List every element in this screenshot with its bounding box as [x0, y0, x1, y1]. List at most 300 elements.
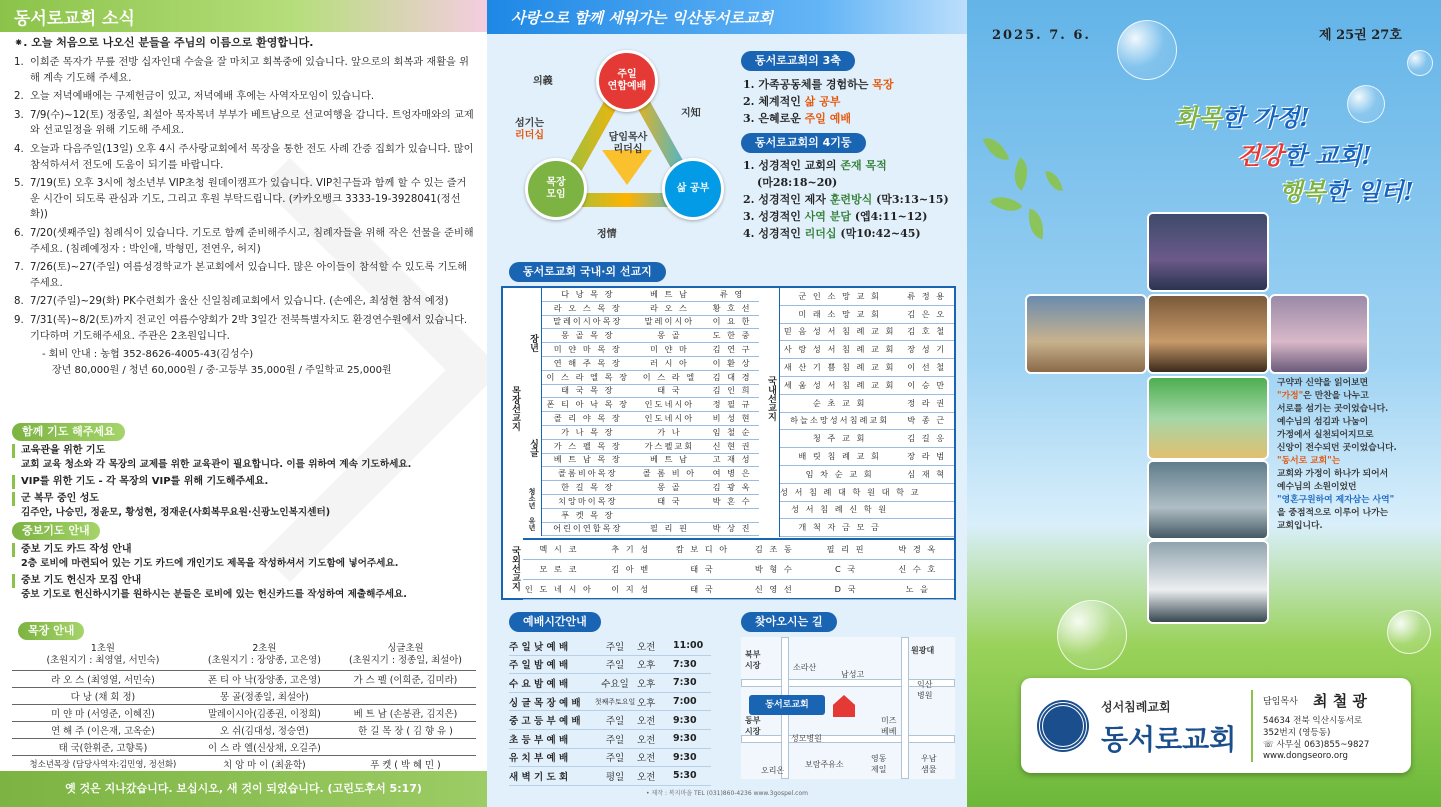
mokjang-cell: 몽 골(정종일, 최설아) — [194, 687, 335, 704]
chowon-leaders: (초원지기 : 최영열, 서민숙) — [46, 654, 160, 666]
mission-cell: 하늘소망성서침례교회 — [790, 415, 890, 426]
church-name: 동서로교회 — [1101, 723, 1237, 756]
chowon-name: 1초원 — [90, 642, 115, 654]
mission-cell: 박 종 근 — [907, 415, 947, 426]
mission-cell: 몽 골 — [657, 482, 682, 493]
map-youngdeung: 영동 제일 — [871, 754, 887, 774]
mission-cell: 캄 보 디 아 — [675, 544, 730, 554]
church-building-icon — [833, 695, 855, 717]
mokjang-cell: 이 스 라 엘(신상채, 오길주) — [194, 738, 335, 755]
mission-cell: 이 환 상 — [712, 357, 752, 368]
prayer-heading: 중보 기도 카드 작성 안내 — [12, 543, 474, 557]
church-logo — [1039, 702, 1087, 750]
mission-row — [542, 357, 759, 371]
mission-cell: 김 길 응 — [907, 433, 947, 444]
church-description: 구약과 신약을 읽어보면 "가정"은 만찬을 나누고 서로를 섬기는 곳이었습니다. 예수님의 섬김과 나눔이 가정에서 실천되어지므로 신앙이 전수되던 곳이었습니다. "동서로 교회"는 교회와 가정이 하나가 되어서 예수님의 소원이었던 "영혼구원하여 제자삼는 사역" 을 중점적으로 이루어 나가는 교회입니다. — [1277, 378, 1397, 531]
worship-cell: 9:30 — [673, 714, 697, 726]
mission-cell: 태 국 — [690, 584, 715, 594]
worship-cell: 9:30 — [673, 751, 697, 763]
notice-text: 이희준 목자가 무릎 전방 십자인대 수술을 잘 마치고 회복중에 있습니다. 앞으로의 회복과 재활을 위해 계속 기도해 주세요. — [30, 57, 469, 84]
mokjang-row — [12, 704, 476, 721]
missions-right-col — [779, 288, 954, 537]
slogan-line-1: 화목한 가정! — [1175, 103, 1310, 132]
diagram-label-bottom: 정情 — [597, 229, 617, 240]
three-axes-list — [743, 76, 894, 127]
mokjang-cell: 미 얀 마 (서영준, 이혜진) — [12, 704, 194, 721]
map-sorasan: 소라산 — [793, 663, 817, 672]
worship-row — [509, 637, 711, 656]
map-orion: 오리온 — [761, 766, 785, 775]
worship-row — [509, 693, 711, 712]
mission-cell: 인도네시아 — [644, 413, 695, 424]
mission-cell: 장 성 기 — [907, 344, 947, 355]
photo-youth — [1269, 294, 1369, 374]
map-namsung: 남성고 — [841, 670, 865, 679]
mission-cell: 치앙마이목장 — [558, 495, 618, 506]
notice-number: 7. — [14, 262, 24, 274]
mokjang-cell: 폰 티 아 낙(장양종, 고은영) — [194, 670, 335, 687]
vision-header-bar — [487, 0, 967, 34]
mission-row — [542, 509, 759, 523]
notice-item — [14, 55, 476, 86]
chowon-name: 2초원 — [252, 642, 277, 654]
leaf-decoration — [1025, 209, 1048, 240]
address-line-1: 54634 전북 익산시동서로 — [1263, 716, 1363, 726]
worship-cell: 수 요 밤 예 배 — [509, 678, 569, 690]
mission-row — [523, 580, 954, 600]
notice-text: 7/9(수)~12(토) 정종일, 최설아 목자목녀 부부가 베트남으로 선교여행을 갑니다. 트엉자매와의 교제와 선교일정을 위해 기도해 주세요. — [30, 109, 474, 137]
mission-cell: 김 호 철 — [907, 326, 947, 337]
bubble-decoration — [1347, 85, 1385, 123]
notice-item — [14, 226, 476, 257]
map-woonam: 우남 샘물 — [921, 754, 937, 774]
mission-cell: 박 경 옥 — [898, 544, 938, 554]
pillar-item: 3. 성경적인 사역 분담 (엡4:11~12) — [743, 210, 928, 223]
diagram-center-label: 담임목사 리더십 — [608, 132, 648, 155]
notice-number: 8. — [14, 296, 24, 308]
mission-row — [542, 495, 759, 509]
mission-cell: 태 국 목 장 — [561, 385, 615, 396]
worship-cell: 오후 — [637, 678, 656, 690]
mission-cell: 미 얀 마 목 장 — [553, 344, 622, 355]
group-youth-label: 청소년 — [528, 487, 536, 509]
worship-row — [509, 656, 711, 675]
four-pillars-title: 동서로교회의 4기둥 — [741, 133, 866, 153]
map-miz-bebe: 미즈 베베 — [881, 716, 897, 736]
mission-cell: 신 수 호 — [898, 564, 938, 574]
notice-item — [14, 294, 476, 310]
mokjang-header-cell — [194, 640, 335, 670]
worship-cell: 주일 — [605, 716, 625, 728]
mokjang-cell: 태 국(한휘준, 고향록) — [12, 738, 194, 755]
notice-text: 7/20(셋째주일) 침례식이 있습니다. 기도로 함께 준비해주시고, 침례자들을 위해 작은 선물을 준비해주세요. (침례예정자 : 박인애, 박형민, 전연우, 허지) — [30, 227, 474, 255]
mission-row — [542, 412, 759, 426]
mission-cell: 필 리 핀 — [826, 544, 866, 554]
mokjang-header-cell — [335, 640, 476, 670]
mission-cell: 임 차 순 교 회 — [805, 468, 874, 479]
map-road-h2 — [741, 735, 955, 743]
worship-title: 예배시간안내 — [509, 612, 601, 632]
mission-cell: 비 성 현 — [712, 413, 752, 424]
map-road-v2 — [901, 637, 909, 779]
notice-sub-fee-amounts: 장년 80,000원 / 청년 60,000원 / 중·고등부 35,000원 / 주일학교 25,000원 — [52, 364, 392, 376]
mission-cell: 박 혼 수 — [712, 495, 752, 506]
worship-cell: 새 벽 기 도 회 — [509, 771, 569, 783]
notice-number: 2. — [14, 91, 24, 103]
notice-number: 5. — [14, 178, 24, 190]
worship-cell: 7:30 — [673, 658, 697, 670]
mokjang-row — [12, 738, 476, 755]
mokjang-cell: 푸 켓 ( 박 혜 민 ) — [335, 755, 476, 772]
notice-item — [14, 313, 476, 344]
mission-row — [542, 302, 759, 316]
mission-cell: 이 스 라 엘 목 장 — [546, 371, 630, 382]
mokjang-table — [12, 640, 476, 773]
mokjang-row — [12, 670, 476, 687]
mission-row — [542, 440, 759, 454]
mission-cell: 김 광 옥 — [712, 482, 752, 493]
mission-cell: 이 선 철 — [907, 362, 947, 373]
group-foreign-label: 국외선교지 — [510, 545, 520, 591]
worship-cell: 싱 글 목 장 예 배 — [509, 697, 581, 709]
group-mokjang-label: 목장선교지 — [510, 385, 520, 431]
mission-row — [542, 343, 759, 357]
prayer-body: 2층 로비에 마련되어 있는 기도 카드에 개인기도 제목을 작성하셔서 기도함에 넣어주세요. — [21, 558, 399, 569]
missions-table — [501, 286, 956, 600]
mokjang-row — [12, 687, 476, 704]
mission-cell: 러 시 아 — [649, 357, 689, 368]
worship-cell: 오전 — [637, 771, 656, 783]
photo-family — [1147, 540, 1269, 624]
mission-row — [542, 481, 759, 495]
mission-row — [780, 466, 954, 484]
slogan-line-2: 건강한 교회! — [1237, 141, 1372, 170]
mission-row — [780, 413, 954, 431]
mokjang-cell: 한 길 목 장 ( 김 향 유 ) — [335, 721, 476, 738]
mission-cell: 가스펠교회 — [644, 440, 695, 451]
worship-row — [509, 711, 711, 730]
card-divider — [1251, 690, 1253, 762]
scripture-footer: 옛 것은 지나갔습니다. 보십시오, 새 것이 되었습니다. (고린도후서 5:17) — [0, 771, 487, 807]
mokjang-cell — [335, 687, 476, 704]
mission-cell: 한 길 목 장 — [561, 482, 615, 493]
group-child-label: 유년 — [528, 517, 536, 531]
mission-cell: 필 리 핀 — [649, 523, 689, 534]
worship-cell: 주일 — [605, 753, 625, 765]
axis-item: 2. 체계적인 삶 공부 — [743, 95, 841, 108]
mission-row — [780, 324, 954, 342]
axis-item: 1. 가족공동체를 경험하는 목장 — [743, 78, 894, 91]
mission-cell: 태 국 — [690, 564, 715, 574]
worship-cell: 오전 — [637, 716, 656, 728]
mission-cell: 콜롬비아목장 — [558, 468, 618, 479]
mission-cell: 베 트 남 — [649, 288, 689, 299]
mission-cell: 김 조 동 — [754, 544, 794, 554]
intercession-list — [12, 543, 474, 605]
worship-cell: 오전 — [637, 641, 656, 653]
mission-cell: 군 인 소 망 교 회 — [798, 290, 881, 301]
mission-cell: 베 트 남 목 장 — [553, 454, 622, 465]
photo-children-group — [1147, 376, 1269, 460]
mission-row — [780, 448, 954, 466]
mission-row — [780, 430, 954, 448]
mission-cell: 배 릿 침 례 교 회 — [798, 451, 881, 462]
news-panel — [0, 0, 487, 807]
map-east-market: 동부 시장 — [745, 716, 761, 736]
mission-row — [780, 502, 954, 520]
worship-cell: 주일 — [605, 660, 625, 672]
mokjang-row — [12, 755, 476, 772]
map-iksan-hospital: 익산 병원 — [917, 680, 933, 700]
pillar-item: 2. 성경적인 제자 훈련방식 (막3:13~15) — [743, 193, 949, 206]
chowon-leaders: (초원지기 : 정종일, 최설아) — [348, 654, 462, 666]
church-denomination: 성서침례교회 — [1101, 700, 1171, 714]
map-sungmo-hospital: 성모병원 — [791, 734, 822, 743]
mission-cell: 푸 켓 목 장 — [561, 509, 615, 520]
mission-cell: 박 상 진 — [712, 523, 752, 534]
mission-cell: 김 연 구 — [712, 344, 752, 355]
mokjang-cell: 청소년목장 (담당사역자:김민영, 정선화) — [12, 755, 194, 772]
mission-cell: 연 해 주 목 장 — [553, 357, 622, 368]
worship-cell: 오후 — [637, 697, 656, 709]
worship-cell: 오후 — [637, 660, 656, 672]
issue-date: 2025. 7. 6. — [992, 28, 1091, 43]
worship-cell: 주 일 낮 예 배 — [509, 641, 569, 653]
mission-cell: 도 한 중 — [712, 330, 752, 341]
worship-cell: 11:00 — [673, 640, 704, 652]
bubble-decoration — [1117, 20, 1177, 80]
notice-text: 7/27(주일)~29(화) PK수련회가 울산 신일침례교회에서 있습니다. (손예은, 최성현 참석 예정) — [30, 296, 449, 308]
prayer-body: 교회 교육 청소와 각 목장의 교제를 위한 교육관이 필요합니다. 이를 위하여 계속 기도하세요. — [21, 459, 412, 470]
group-single-label: 싱글 — [528, 439, 538, 457]
mission-cell: 순 초 교 회 — [812, 397, 867, 408]
mission-cell: C 국 — [834, 564, 858, 574]
mission-cell: 추 기 성 — [611, 544, 651, 554]
mokjang-header-cell — [12, 640, 194, 670]
mission-cell: 새 산 기 쁨 침 례 교 회 — [783, 362, 896, 373]
map-wongwang: 원광대 — [911, 646, 935, 655]
church-info-card — [1021, 678, 1411, 773]
mission-cell: 성 서 침 례 신 학 원 — [791, 504, 889, 515]
prayer-body: 김주안, 나승민, 정윤모, 황성현, 정재운(사회복무요원·신광노인복지센터) — [21, 507, 331, 518]
mission-cell: 김 대 경 — [712, 371, 752, 382]
mission-cell: 가 스 펠 목 장 — [553, 440, 622, 451]
cover-panel — [967, 0, 1441, 807]
mission-cell: 사 랑 성 서 침 례 교 회 — [783, 344, 896, 355]
leaf-decoration — [1045, 169, 1063, 193]
notice-text: 오늘과 다음주일(13일) 오후 4시 주사랑교회에서 목장을 통한 전도 사례 간증 집회가 있습니다. 많이 참석하셔서 전도에 도움이 되기를 바랍니다. — [30, 143, 474, 171]
mission-cell: 성 서 침 례 대 학 원 대 학 교 — [780, 486, 921, 497]
mission-row — [780, 395, 954, 413]
issue-volume: 제 25권 27호 — [1319, 28, 1402, 43]
notice-item — [14, 260, 476, 291]
mission-row — [780, 484, 954, 502]
mission-cell: 말레이시아목장 — [553, 316, 623, 327]
notice-list — [14, 55, 476, 378]
mokjang-row — [12, 721, 476, 738]
worship-cell: 7:00 — [673, 696, 697, 708]
prayer-body: 중보 기도로 헌신하시기를 원하시는 분들은 로비에 있는 헌신카드를 작성하여 제출해주세요. — [21, 589, 407, 600]
mokjang-cell: 가 스 펠 (이희준, 김미라) — [335, 670, 476, 687]
mission-cell: 몽 골 목 장 — [561, 330, 615, 341]
mission-cell: 박 형 수 — [754, 564, 794, 574]
prayer-heading: 군 복무 중인 성도 — [12, 492, 474, 506]
worship-cell: 5:30 — [673, 770, 697, 782]
mission-cell: 김 은 오 — [907, 308, 947, 319]
pillar-item: (마28:18~20) — [757, 176, 838, 189]
notice-sub-fee-account: - 회비 안내 : 농협 352-8626-4005-43(김성수) — [42, 349, 254, 361]
mission-cell: 정 필 규 — [712, 399, 752, 410]
notice-text: 오늘 저녁예배에는 구제헌금이 있고, 저녁예배 후에는 사역자모임이 있습니다. — [30, 91, 375, 103]
mission-cell: 이 스 라 엘 — [642, 371, 697, 382]
mission-cell: 류 영 — [719, 288, 745, 299]
spacer — [12, 602, 474, 605]
prayer-heading: 중보 기도 헌신자 모집 안내 — [12, 574, 474, 588]
worship-cell: 초 등 부 예 배 — [509, 734, 569, 746]
worship-row — [509, 730, 711, 749]
diagram-label-left2: 리더십 — [515, 130, 544, 141]
mission-row — [780, 288, 954, 306]
website: www.dongseoro.org — [1263, 751, 1348, 761]
notice-item — [14, 142, 476, 173]
mission-row — [523, 560, 954, 580]
mission-cell: 청 주 교 회 — [812, 433, 867, 444]
notice-item — [14, 108, 476, 139]
worship-cell: 9:30 — [673, 733, 697, 745]
missions-title: 동서로교회 국내·외 선교지 — [509, 262, 666, 282]
mission-row — [780, 306, 954, 324]
mission-cell: 가 나 — [657, 426, 682, 437]
slogan-line-3: 행복한 일터! — [1279, 177, 1414, 206]
mission-cell: 노 을 — [905, 584, 931, 594]
notice-number: 3. — [14, 109, 24, 121]
axis-item: 3. 은혜로운 주일 예배 — [743, 112, 851, 125]
mokjang-header-row — [12, 640, 476, 670]
mission-cell: 베 트 남 — [649, 454, 689, 465]
mission-row — [542, 454, 759, 468]
group-adult-label: 장년 — [528, 334, 538, 352]
diagram-label-top: 의義 — [533, 76, 553, 87]
four-pillars-list — [743, 157, 949, 242]
mission-cell: 폰 티 아 낙 목 장 — [546, 399, 630, 410]
photo-worship-stage — [1147, 212, 1269, 292]
mokjang-cell: 말레이시아(김종권, 이정희) — [194, 704, 335, 721]
three-axes-title: 동서로교회의 3축 — [741, 51, 855, 71]
mission-cell: 라 오 스 목 장 — [553, 302, 622, 313]
mission-cell: 임 철 순 — [712, 426, 752, 437]
worship-cell: 평일 — [605, 771, 625, 783]
leaf-decoration — [983, 133, 1009, 165]
map-north-market: 북부 시장 — [745, 650, 761, 670]
notice-text: 7/19(토) 오후 3시에 청소년부 VIP초청 원데이캠프가 있습니다. VIP친구들과 함께 할 수 있는 즐거운 시간이 되도록 관심과 기도, 그리고 후원 부탁드립니다. (카카오뱅크 3333-19-3928041(정선화)) — [30, 178, 467, 221]
mission-cell: 김 아 벧 — [611, 564, 651, 574]
map-boram: 보람주유소 — [805, 760, 844, 769]
mission-cell: 말레이시아 — [644, 316, 695, 327]
mission-cell: 장 라 범 — [907, 451, 947, 462]
news-header-bar — [0, 0, 487, 32]
photo-fellowship — [1147, 460, 1269, 540]
worship-row — [509, 749, 711, 768]
bubble-decoration — [1387, 610, 1431, 654]
mokjang-cell: 다 낭 (채 회 정) — [12, 687, 194, 704]
location-map — [741, 637, 955, 779]
chowon-name: 싱글초원 — [387, 642, 424, 654]
mission-cell: 세 움 성 서 침 례 교 회 — [783, 379, 896, 390]
mission-cell: 라 오 스 — [649, 302, 689, 313]
mission-cell: 가 나 목 장 — [561, 426, 615, 437]
worship-cell: 오전 — [637, 753, 656, 765]
welcome-text: ⁕. 오늘 처음으로 나오신 분들을 주님의 이름으로 환영합니다. — [14, 36, 314, 49]
mission-cell: 콜 롬 비 아 — [642, 468, 697, 479]
mission-cell: 류 정 용 — [907, 290, 947, 301]
mission-row — [542, 467, 759, 481]
notice-item — [14, 176, 476, 223]
mission-cell: 태 국 — [657, 385, 682, 396]
mission-row — [542, 329, 759, 343]
mokjang-cell: 오 쉬(김대성, 정승연) — [194, 721, 335, 738]
photo-congregation — [1025, 294, 1147, 374]
mokjang-cell: 치 앙 마 이 (최윤학) — [194, 755, 335, 772]
phone-number: ☏ 사무실 063)855~9827 — [1263, 740, 1370, 750]
mission-row — [542, 523, 759, 537]
map-church-label: 동서로교회 — [749, 695, 825, 715]
mission-cell: 개 척 자 금 모 금 — [798, 522, 881, 533]
mission-row — [780, 359, 954, 377]
mokjang-cell: 베 트 남 (손봉관, 김지은) — [335, 704, 476, 721]
worship-row — [509, 674, 711, 693]
mokjang-tag: 목장 안내 — [18, 622, 84, 640]
mission-cell: 김 인 희 — [712, 385, 752, 396]
mission-cell: 모 로 코 — [539, 564, 579, 574]
mokjang-cell: 연 해 주 (이은재, 고옥순) — [12, 721, 194, 738]
notice-number: 4. — [14, 143, 24, 155]
mission-cell: 정 라 권 — [907, 397, 947, 408]
mission-row — [542, 398, 759, 412]
prayer-heading: VIP를 위한 기도 - 각 목장의 VIP를 위해 기도해주세요. — [12, 475, 474, 489]
worship-schedule — [509, 637, 711, 786]
mission-cell: 멕 시 코 — [539, 544, 579, 554]
mission-row — [780, 519, 954, 537]
worship-cell: 주 일 밤 예 배 — [509, 660, 569, 672]
notice-number: 1. — [14, 57, 24, 68]
news-header-title: 동서로교회 소식 — [14, 9, 135, 29]
group-domestic-label: 국내선교지 — [766, 375, 776, 421]
vision-header-title: 사랑으로 함께 세워가는 익산동서로교회 — [511, 9, 773, 27]
photo-baptism — [1147, 294, 1269, 374]
chowon-leaders: (초원지기 : 장양종, 고은영) — [207, 654, 321, 666]
mission-cell: D 국 — [834, 584, 858, 594]
mission-cell: 황 호 선 — [712, 302, 752, 313]
worship-cell: 주일 — [605, 641, 625, 653]
mission-row — [542, 385, 759, 399]
mission-cell: 몽 골 — [657, 330, 682, 341]
mission-cell: 이 지 성 — [611, 584, 651, 594]
prayer-tag: 함께 기도 해주세요 — [12, 423, 125, 441]
mokjang-cell — [335, 738, 476, 755]
intercession-tag: 중보기도 안내 — [12, 522, 100, 540]
pillar-item: 1. 성경적인 교회의 존재 목적 — [743, 159, 887, 172]
notice-text: 7/26(토)~27(주일) 여름성경학교가 본교회에서 있습니다. 많은 아이들이 참석할 수 있도록 기도해 주세요. — [30, 262, 468, 289]
mission-cell: 이 승 만 — [907, 379, 947, 390]
mission-row — [542, 426, 759, 440]
mission-cell: 다 낭 목 장 — [561, 288, 615, 299]
prayer-list — [12, 444, 474, 523]
mission-cell: 여 병 은 — [712, 468, 752, 479]
mission-cell: 이 요 한 — [712, 316, 752, 327]
mission-cell: 신 영 선 — [754, 584, 794, 594]
mission-cell: 믿 음 성 서 침 례 교 회 — [783, 326, 896, 337]
worship-cell: 오전 — [637, 734, 656, 746]
